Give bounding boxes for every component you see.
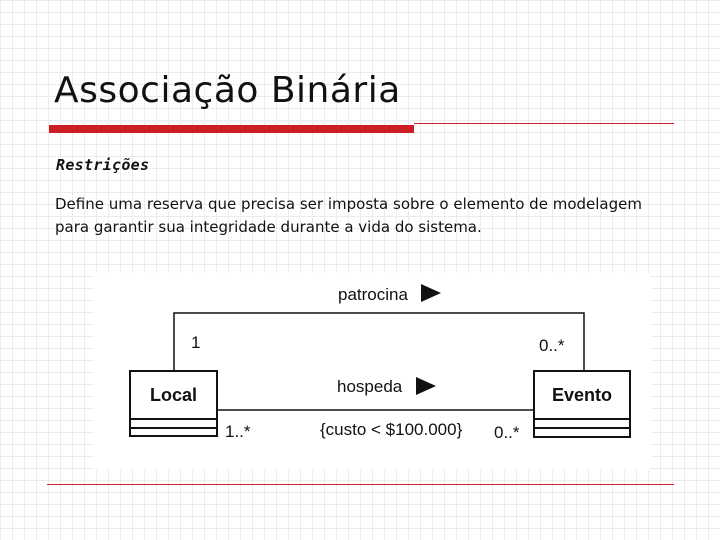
slide-title: Associação Binária: [54, 70, 401, 111]
association-line-patrocina: [174, 313, 584, 370]
right-triangle-arrow-icon: [421, 284, 441, 302]
multiplicity-hospeda-local: 1..*: [225, 422, 251, 441]
class-local-operations-divider: [131, 427, 216, 429]
class-evento-attributes-divider: [535, 418, 629, 420]
right-triangle-arrow-icon: [416, 377, 436, 395]
body-paragraph: Define uma reserva que precisa ser imposta sobre o elemento de modelagem para garantir sua integridade durante a vida do sistema.: [55, 195, 642, 236]
association-label-patrocina: patrocina: [338, 285, 408, 304]
multiplicity-hospeda-evento: 0..*: [494, 423, 520, 442]
uml-diagram: [94, 273, 651, 470]
title-underline-thin: [414, 123, 674, 124]
class-local-attributes-divider: [131, 418, 216, 420]
class-evento-name: Evento: [551, 384, 612, 405]
footer-rule: [47, 484, 674, 485]
title-underline-accent: [49, 125, 414, 133]
association-constraint: {custo < $100.000}: [320, 420, 463, 439]
class-evento[interactable]: [533, 370, 631, 438]
association-label-hospeda: hospeda: [337, 377, 403, 396]
multiplicity-patrocina-evento: 0..*: [539, 336, 565, 355]
class-local[interactable]: [129, 370, 218, 437]
class-evento-operations-divider: [535, 427, 629, 429]
subheading: Restrições: [56, 156, 150, 174]
multiplicity-patrocina-local: 1: [191, 333, 201, 352]
class-local-name: Local: [149, 384, 197, 405]
